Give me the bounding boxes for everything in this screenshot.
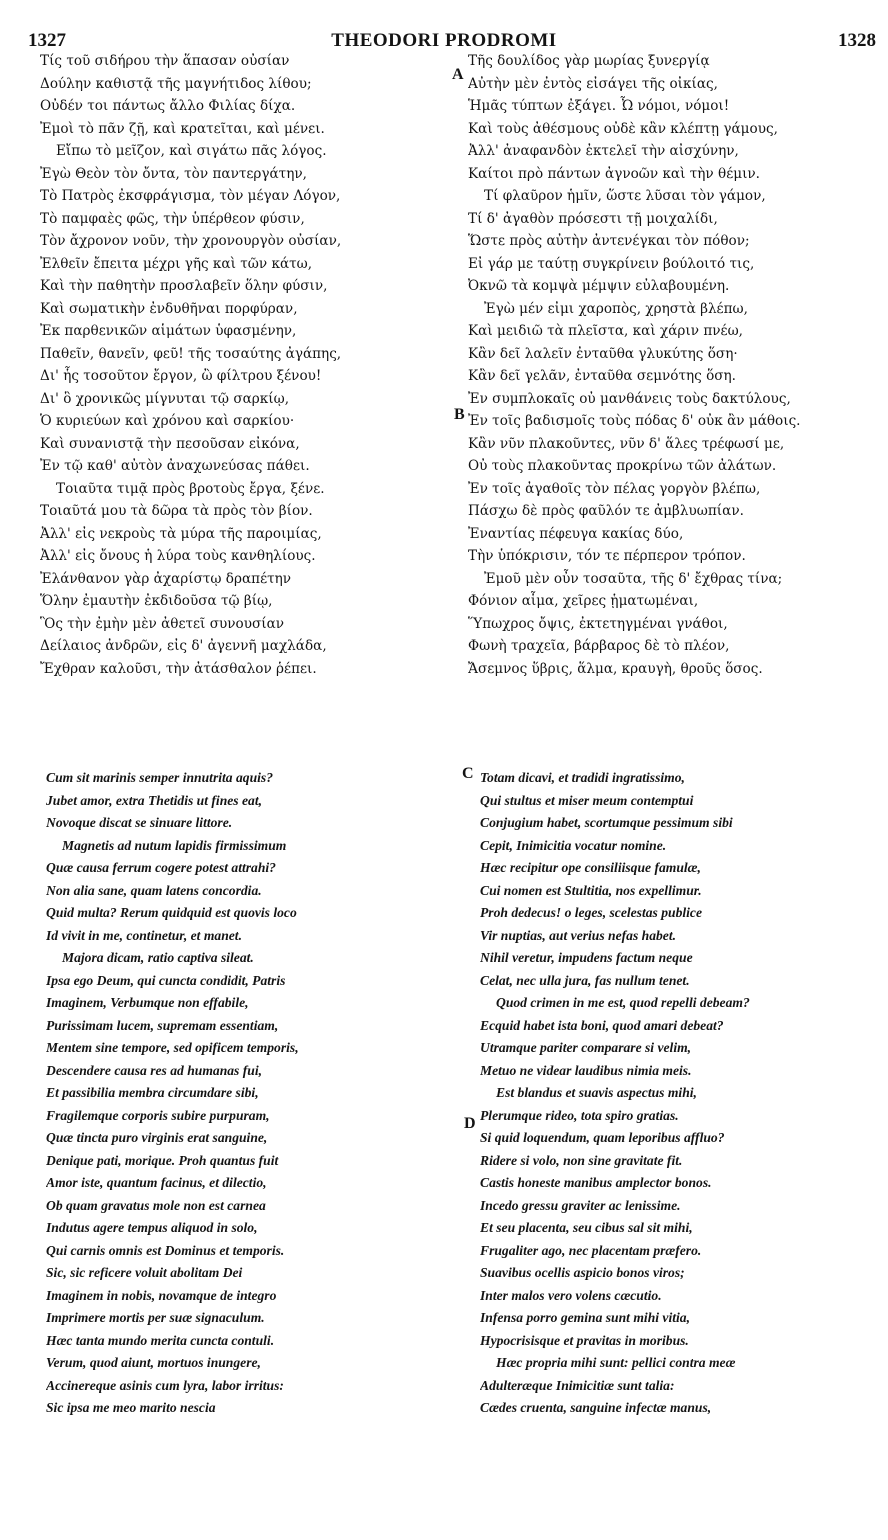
section-marker-d: D xyxy=(464,1115,476,1132)
latin-text-left-column xyxy=(46,767,441,1420)
verse-line: Τίς τοῦ σιδήρου τὴν ἅπασαν οὐσίαν xyxy=(40,53,290,69)
verse-line: Imaginem in nobis, novamque de integro xyxy=(46,1287,277,1303)
verse-line: Τὴν ὑπόκρισιν, τόν τε πέρπερον τρόπον. xyxy=(468,548,746,564)
verse-line: Οὐδέν τοι πάντως ἄλλο Φιλίας δίχα. xyxy=(40,98,296,114)
verse-line: Τῆς δουλίδος γὰρ μωρίας ξυνεργίᾳ xyxy=(468,53,710,69)
verse-line: Et seu placenta, seu cibus sal sit mihi, xyxy=(480,1220,693,1235)
verse-line: Nihil veretur, impudens factum neque xyxy=(480,950,693,965)
verse-line: Δι' ὃ χρονικῶς μίγνυται τῷ σαρκίῳ, xyxy=(40,390,290,407)
verse-line: Ipsa ego Deum, qui cuncta condidit, Patris xyxy=(46,972,286,988)
verse-line: Κἂν νῦν πλακοῦντες, νῦν δ' ἅλες τρέφωσί με, xyxy=(468,435,785,452)
verse-line: Τὸν ἄχρονον νοῦν, τὴν χρονουργὸν οὐσίαν, xyxy=(40,233,342,249)
verse-line: Utramque pariter comparare si velim, xyxy=(480,1040,692,1055)
verse-line: Castis honeste manibus amplector bonos. xyxy=(480,1175,712,1190)
verse-line: Purissimam lucem, supremam essentiam, xyxy=(46,1017,279,1033)
verse-line: Καὶ τὴν παθητὴν προσλαβεῖν ὅλην φύσιν, xyxy=(40,278,328,294)
verse-line: Ἡμᾶς τύπτων ἐξάγει. Ὦ νόμοι, νόμοι! xyxy=(468,98,730,114)
verse-line: Inter malos vero volens cæcutio. xyxy=(480,1287,662,1303)
verse-line: Τί δ' ἀγαθὸν πρόσεστι τῇ μοιχαλίδι, xyxy=(468,210,718,227)
verse-line: Suavibus ocellis aspicio bonos viros; xyxy=(480,1265,685,1280)
verse-line: Ὀκνῶ τὰ κομψὰ μέμψιν εὐλαβουμένη. xyxy=(468,278,730,294)
verse-line: Quæ causa ferrum cogere potest attrahi? xyxy=(46,860,276,875)
verse-line: Verum, quod aiunt, mortuos inungere, xyxy=(46,1355,261,1370)
verse-line: Quod crimen in me est, quod repelli debeam? xyxy=(496,995,750,1010)
verse-line: Καὶ μειδιῶ τὰ πλεῖστα, καὶ χάριν πνέω, xyxy=(468,323,743,339)
verse-line: Ἐγὼ μέν εἰμι χαροπὸς, χρηστὰ βλέπω, xyxy=(484,300,748,317)
verse-line: Metuo ne videar laudibus nimia meis. xyxy=(480,1062,692,1078)
verse-line: Adulteræque Inimicitiæ sunt talia: xyxy=(480,1377,675,1393)
verse-line: Et passibilia membra circumdare sibi, xyxy=(46,1085,259,1100)
verse-line: Ἐν τοῖς βαδισμοῖς τοὺς πόδας δ' οὐκ ἂν μάθοις. xyxy=(468,413,801,429)
verse-line: Τὸ Πατρὸς ἐκσφράγισμα, τὸν μέγαν Λόγον, xyxy=(40,188,341,204)
verse-line: Cædes cruenta, sanguine infectæ manus, xyxy=(480,1400,712,1415)
verse-line: Celat, nec ulla jura, fas nullum tenet. xyxy=(480,972,690,988)
verse-line: Ἐναντίας πέφευγα κακίας δύο, xyxy=(468,525,684,542)
verse-line: Descendere causa res ad humanas fui, xyxy=(46,1062,262,1078)
verse-line: Εἰ γάρ με ταύτῃ συγκρίνειν βούλοιτό τις, xyxy=(468,255,755,272)
verse-line: Δείλαιος ἀνδρῶν, εἰς δ' ἀγεννῆ μαχλάδα, xyxy=(40,638,327,654)
verse-line: Non alia sane, quam latens concordia. xyxy=(46,882,262,898)
page-number-left: 1327 xyxy=(28,30,66,51)
verse-line: Ἐν συμπλοκαῖς οὐ μανθάνεις τοὺς δακτύλους, xyxy=(468,390,791,407)
verse-line: Imprimere mortis per suæ signaculum. xyxy=(46,1310,265,1325)
verse-line: Ὃς τὴν ἐμὴν μὲν ἀθετεῖ συνουσίαν xyxy=(40,615,285,632)
verse-line: Incedo gressu graviter ac lenissime. xyxy=(480,1197,681,1213)
verse-line: Sic, sic reficere voluit abolitam Dei xyxy=(46,1265,243,1280)
section-marker-b: B xyxy=(454,406,465,423)
verse-line: Ἐν τοῖς ἀγαθοῖς τὸν πέλας γοργὸν βλέπω, xyxy=(468,480,761,497)
verse-line: Ἐν τῷ καθ' αὐτὸν ἀναχωνεύσας πάθει. xyxy=(40,458,310,474)
verse-line: Δούλην καθιστᾷ τῆς μαγνήτιδος λίθου; xyxy=(40,75,312,92)
section-marker-c: C xyxy=(462,765,474,782)
verse-line: Τοιαῦτά μου τὰ δῶρα τὰ πρὸς τὸν βίον. xyxy=(40,503,313,519)
greek-text-right-column xyxy=(468,50,878,680)
verse-line: Κἂν δεῖ λαλεῖν ἐνταῦθα γλυκύτης ὅση· xyxy=(468,345,738,362)
verse-line: Cui nomen est Stultitia, nos expellimur. xyxy=(480,882,702,898)
latin-text-right-column xyxy=(480,767,880,1420)
verse-line: Novoque discat se sinuare littore. xyxy=(46,815,233,830)
page-number-right: 1328 xyxy=(838,30,876,51)
verse-line: Majora dicam, ratio captiva sileat. xyxy=(62,950,254,965)
greek-text-left-column xyxy=(40,50,440,680)
verse-line: Ἐμοῦ μὲν οὖν τοσαῦτα, τῆς δ' ἔχθρας τίνα; xyxy=(484,570,783,587)
verse-line: Hæc tanta mundo merita cuncta contuli. xyxy=(46,1332,275,1348)
verse-line: Παθεῖν, θανεῖν, φεῦ! τῆς τοσαύτης ἀγάπης, xyxy=(40,345,342,362)
verse-line: Si quid loquendum, quam leporibus affluo? xyxy=(480,1130,725,1145)
verse-line: Ὁ κυριεύων καὶ χρόνου καὶ σαρκίου· xyxy=(40,413,295,429)
verse-line: Jubet amor, extra Thetidis ut fines eat, xyxy=(46,792,262,808)
verse-line: Qui stultus et miser meum contemptui xyxy=(480,792,694,808)
verse-line: Καίτοι πρὸ πάντων ἀγνοῶν καὶ τὴν θέμιν. xyxy=(468,165,760,182)
verse-line: Fragilemque corporis subire purpuram, xyxy=(46,1107,270,1123)
verse-line: Denique pati, morique. Proh quantus fuit xyxy=(46,1152,279,1168)
verse-line: Οὐ τοὺς πλακοῦντας προκρίνω τῶν ἀλάτων. xyxy=(468,458,777,474)
verse-line: Proh dedecus! o leges, scelestas publice xyxy=(480,905,703,920)
verse-line: Accinereque asinis cum lyra, labor irritus: xyxy=(46,1377,284,1393)
verse-line: Amor iste, quantum facinus, et dilectio, xyxy=(46,1175,267,1190)
verse-line: Hæc recipitur ope consiliisque famulæ, xyxy=(480,860,701,875)
verse-line: Totam dicavi, et tradidi ingratissimo, xyxy=(480,770,685,785)
verse-line: Αὐτὴν μὲν ἐντὸς εἰσάγει τῆς οἰκίας, xyxy=(468,75,718,92)
verse-line: Cum sit marinis semper innutrita aquis? xyxy=(46,770,274,785)
verse-line: Κἂν δεῖ γελᾶν, ἐνταῦθα σεμνότης ὅση. xyxy=(468,368,737,384)
verse-line: Ἀλλ' εἰς νεκροὺς τὰ μύρα τῆς παροιμίας, xyxy=(40,525,322,542)
verse-line: Ob quam gravatus mole non est carnea xyxy=(46,1197,266,1213)
verse-line: Πάσχω δὲ πρὸς φαῦλόν τε ἀμβλυωπίαν. xyxy=(468,503,744,519)
verse-line: Τὸ παμφαὲς φῶς, τὴν ὑπέρθεον φύσιν, xyxy=(40,210,305,227)
section-marker-a: A xyxy=(452,66,464,83)
verse-line: Hæc propria mihi sunt: pellici contra meæ xyxy=(496,1355,736,1370)
verse-line: Sic ipsa me meo marito nescia xyxy=(46,1400,216,1415)
verse-line: Φωνὴ τραχεῖα, βάρβαρος δὲ τὸ πλέον, xyxy=(468,638,730,654)
verse-line: Ἐγὼ Θεὸν τὸν ὄντα, τὸν παντεργάτην, xyxy=(40,165,307,182)
verse-line: Quæ tincta puro virginis erat sanguine, xyxy=(46,1130,268,1145)
verse-line: Ἄσεμνος ὕβρις, ἅλμα, κραυγὴ, θροῦς ὅσος. xyxy=(468,660,763,677)
verse-line: Δι' ἧς τοσοῦτον ἔργον, ὢ φίλτρου ξένου! xyxy=(40,368,322,384)
verse-line: Ἐμοὶ τὸ πᾶν ζῇ, καὶ κρατεῖται, καὶ μένει. xyxy=(40,120,325,137)
verse-line: Τί φλαῦρον ἡμῖν, ὥστε λῦσαι τὸν γάμον, xyxy=(484,188,766,204)
verse-line: Est blandus et suavis aspectus mihi, xyxy=(496,1085,697,1100)
verse-line: Vir nuptias, aut verius nefas habet. xyxy=(480,927,677,943)
verse-line: Frugaliter ago, nec placentam præfero. xyxy=(480,1242,702,1258)
verse-line: Καὶ συνανιστᾷ τὴν πεσοῦσαν εἰκόνα, xyxy=(40,435,300,452)
verse-line: Plerumque rideo, tota spiro gratias. xyxy=(480,1107,679,1123)
verse-line: Ἐκ παρθενικῶν αἱμάτων ὑφασμένην, xyxy=(40,323,297,339)
verse-line: Infensa porro gemina sunt mihi vitia, xyxy=(480,1310,690,1325)
verse-line: Ἐλάνθανον γὰρ ἀχαρίστῳ δραπέτην xyxy=(40,570,292,587)
verse-line: Indutus agere tempus aliquod in solo, xyxy=(46,1220,258,1235)
verse-line: Ἀλλ' ἀναφανδὸν ἐκτελεῖ τὴν αἰσχύνην, xyxy=(468,143,739,159)
verse-line: Conjugium habet, scortumque pessimum sibi xyxy=(480,815,733,830)
verse-line: Cepit, Inimicitia vocatur nomine. xyxy=(480,837,667,853)
verse-line: Mentem sine tempore, sed opificem temporis, xyxy=(46,1040,299,1055)
verse-line: Ridere si volo, non sine gravitate fit. xyxy=(480,1152,683,1168)
verse-line: Id vivit in me, continetur, et manet. xyxy=(46,927,242,943)
verse-line: Magnetis ad nutum lapidis firmissimum xyxy=(62,837,287,853)
verse-line: Hypocrisisque et pravitas in moribus. xyxy=(480,1332,689,1348)
verse-line: Ὕπωχρος ὄψις, ἐκτετηγμέναι γνάθοι, xyxy=(468,615,728,632)
verse-line: Imaginem, Verbumque non effabile, xyxy=(46,995,249,1010)
verse-line: Καὶ τοὺς ἀθέσμους οὐδὲ κἂν κλέπτῃ γάμους, xyxy=(468,120,778,137)
verse-line: Εἴπω τὸ μεῖζον, καὶ σιγάτω πᾶς λόγος. xyxy=(56,143,327,159)
verse-line: Καὶ σωματικὴν ἐνδυθῆναι πορφύραν, xyxy=(40,300,298,317)
verse-line: Ecquid habet ista boni, quod amari debeat? xyxy=(480,1017,724,1033)
verse-line: Ἔχθραν καλοῦσι, τὴν ἀτάσθαλον ῥέπει. xyxy=(40,660,317,677)
verse-line: Τοιαῦτα τιμᾷ πρὸς βροτοὺς ἔργα, ξένε. xyxy=(56,480,325,497)
verse-line: Ὥστε πρὸς αὐτὴν ἀντενέγκαι τὸν πόθον; xyxy=(468,233,750,249)
running-title: THEODORI PRODROMI xyxy=(331,30,557,51)
verse-line: Ἐλθεῖν ἔπειτα μέχρι γῆς καὶ τῶν κάτω, xyxy=(40,255,313,272)
verse-line: Ὅλην ἐμαυτὴν ἐκδιδοῦσα τῷ βίῳ, xyxy=(40,593,273,609)
verse-line: Φόνιον αἷμα, χεῖρες ᾑματωμέναι, xyxy=(468,593,699,609)
verse-line: Quid multa? Rerum quidquid est quovis loco xyxy=(46,905,297,920)
verse-line: Ἀλλ' εἰς ὄνους ἡ λύρα τοὺς κανθηλίους. xyxy=(40,548,316,564)
verse-line: Qui carnis omnis est Dominus et temporis. xyxy=(46,1242,285,1258)
